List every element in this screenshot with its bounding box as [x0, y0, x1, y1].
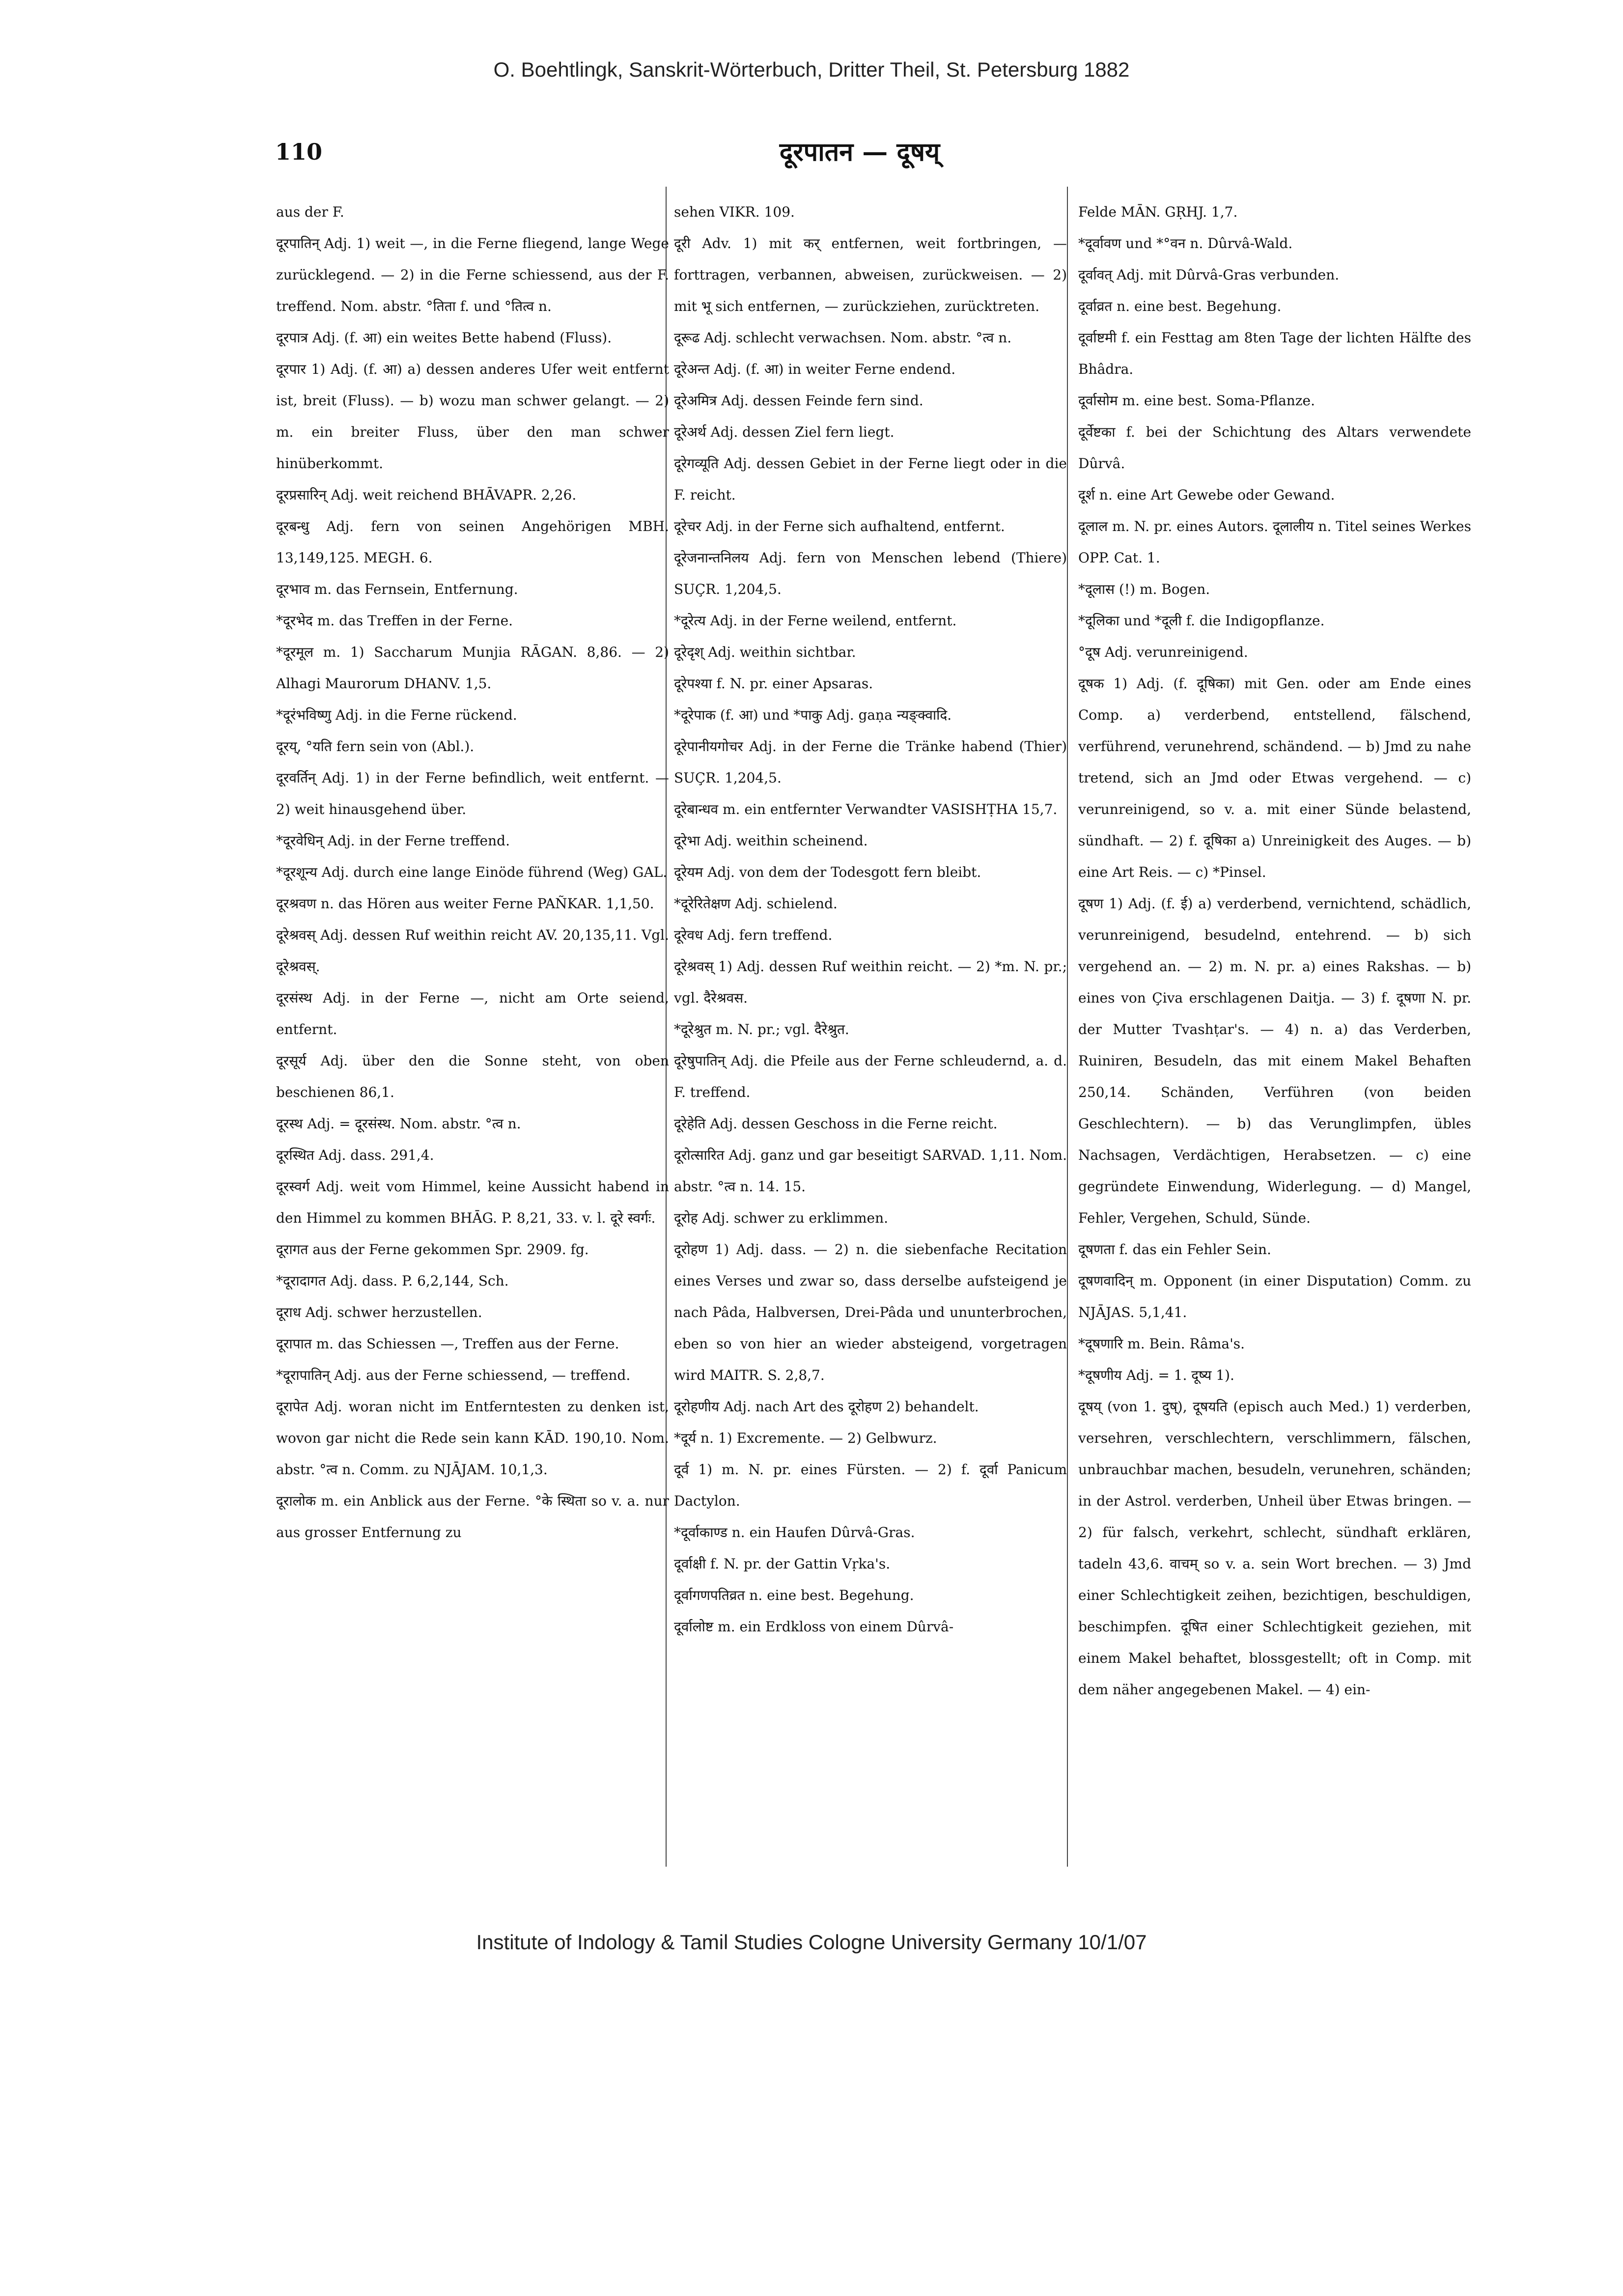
dictionary-entry: दूरस्वर्ग Adj. weit vom Himmel, keine Aussicht habend in den Himmel zu kommen BHĀG. P. 8,21, 33. v. l. दूरे स्वर्गः.: [276, 1178, 669, 1226]
page-number: 110: [275, 139, 323, 165]
dictionary-entry: दूर्व 1) m. N. pr. eines Fürsten. — 2) f. दूर्वा Panicum Dactylon.: [674, 1461, 1067, 1509]
dictionary-entry: दूर्वेष्टका f. bei der Schichtung des Altars verwendete Dûrvâ.: [1078, 424, 1471, 472]
dictionary-entry: दूषक 1) Adj. (f. दूषिका) mit Gen. oder am Ende eines Comp. a) verderbend, entstellend, fälschend, verführend, verunehrend, schändend. — b) Jmd zu nahe tretend, sich an Jmd oder Etwas vergehend. — c) verunreinigend, so v. a. mit einer Sünde belastend, sündhaft. — 2) f. दूषिका a) Unreinigkeit des Auges. — b) eine Art Reis. — c) *Pinsel.: [1078, 675, 1471, 880]
dictionary-entry: दूरेअन्त Adj. (f. आ) in weiter Ferne endend.: [674, 361, 956, 377]
dictionary-entry: दूरपातिन् Adj. 1) weit —, in die Ferne fliegend, lange Wege zurücklegend. — 2) in die Ferne schiessend, aus der F. treffend. Nom. abstr. °तिता f. und °तित्व n.: [276, 235, 669, 314]
dictionary-entry: दूरवर्तिन् Adj. 1) in der Ferne befindlich, weit entfernt. — 2) weit hinausgehend über.: [276, 770, 669, 817]
column-divider: [1067, 187, 1068, 1867]
dictionary-entry: दूर्वावत् Adj. mit Dûrvâ-Gras verbunden.: [1078, 267, 1340, 283]
dictionary-entry: aus der F.: [276, 204, 344, 220]
dictionary-entry: दूरेगव्यूति Adj. dessen Gebiet in der Ferne liegt oder in die F. reicht.: [674, 455, 1067, 503]
dictionary-entry: दूलाल m. N. pr. eines Autors. दूलालीय n. Titel seines Werkes OPP. Cat. 1.: [1078, 518, 1471, 566]
dictionary-entry: दूरूढ Adj. schlecht verwachsen. Nom. abstr. °त्व n.: [674, 330, 1012, 346]
dictionary-entry: दूरेअमित्र Adj. dessen Feinde fern sind.: [674, 392, 923, 409]
dictionary-entry: दूर्वालोष्ट m. ein Erdkloss von einem Dûrvâ-: [674, 1619, 954, 1635]
dictionary-entry: दूषणवादिन् m. Opponent (in einer Disputation) Comm. zu NJĀJAS. 5,1,41.: [1078, 1273, 1471, 1320]
top-caption: O. Boehtlingk, Sanskrit-Wörterbuch, Dritter Theil, St. Petersburg 1882: [493, 58, 1130, 81]
dictionary-entry: *दूषणीय Adj. = 1. दूष्य 1).: [1078, 1367, 1234, 1383]
dictionary-entry: दूरेपानीयगोचर Adj. in der Ferne die Tränke habend (Thier) SUÇR. 1,204,5.: [674, 738, 1067, 786]
dictionary-entry: दूरस्थित Adj. dass. 291,4.: [276, 1147, 434, 1163]
dictionary-column-1: [276, 196, 669, 1857]
dictionary-entry: दूरेजनान्तनिलय Adj. fern von Menschen lebend (Thiere) SUÇR. 1,204,5.: [674, 550, 1067, 597]
bottom-caption: Institute of Indology & Tamil Studies Cologne University Germany 10/1/07: [476, 1931, 1147, 1954]
dictionary-entry: दूर्वाक्षी f. N. pr. der Gattin Vṛka's.: [674, 1556, 891, 1572]
dictionary-entry: *दूलिका und *दूली f. die Indigopflanze.: [1078, 613, 1325, 629]
dictionary-entry: *दूरादागत Adj. dass. P. 6,2,144, Sch.: [276, 1273, 509, 1289]
dictionary-entry: दूर्श n. eine Art Gewebe oder Gewand.: [1078, 487, 1335, 503]
dictionary-entry: °दूष Adj. verunreinigend.: [1078, 644, 1248, 660]
dictionary-entry: दूरसूर्य Adj. über den die Sonne steht, von oben beschienen 86,1.: [276, 1053, 669, 1100]
dictionary-entry: *दूरेरितेक्षण Adj. schielend.: [674, 896, 838, 912]
dictionary-entry: दूरोह Adj. schwer zu erklimmen.: [674, 1210, 888, 1226]
dictionary-entry: दूरापेत Adj. woran nicht im Entferntesten zu denken ist, wovon gar nicht die Rede sein kann KĀD. 190,10. Nom. abstr. °त्व n. Comm. zu NJĀJAM. 10,1,3.: [276, 1399, 669, 1478]
dictionary-entry: दूरपात्र Adj. (f. आ) ein weites Bette habend (Fluss).: [276, 330, 612, 346]
dictionary-entry: *दूरेश्रुत m. N. pr.; vgl. दैरेश्रुत.: [674, 1021, 849, 1037]
dictionary-entry: *दूरवेधिन् Adj. in der Ferne treffend.: [276, 833, 510, 849]
dictionary-entry: दूर्वागणपतिव्रत n. eine best. Begehung.: [674, 1587, 914, 1603]
dictionary-entry: दूरेश्रवस् 1) Adj. dessen Ruf weithin reicht. — 2) *m. N. pr.; vgl. दैरेश्रवस.: [674, 958, 1067, 1006]
dictionary-entry: दूषण 1) Adj. (f. ई) a) verderbend, vernichtend, schädlich, verunreinigend, besudelnd, entehrend. — b) sich vergehend an. — 2) m. N. pr. a) eines Rakshas. — b) eines von Çiva erschlagenen Daitja. — 3) f. दूषणा N. pr. der Mutter Tvashṭar's. — 4) n. a) das Verderben, Ruiniren, Besudeln, das mit einem Makel Behaften 250,14. Schänden, Verführen (von beiden Geschlechtern). — b) das Verunglimpfen, übles Nachsagen, Verdächtigen, Herabsetzen. — c) eine gegründete Einwendung, Widerlegung. — d) Mangel, Fehler, Vergehen, Schuld, Sünde.: [1078, 896, 1471, 1226]
dictionary-column-2: [674, 196, 1067, 1857]
dictionary-entry: *दूर्य n. 1) Excremente. — 2) Gelbwurz.: [674, 1430, 937, 1446]
dictionary-entry: *दूरेत्य Adj. in der Ferne weilend, entfernt.: [674, 613, 957, 629]
dictionary-entry: दूरेषुपातिन् Adj. die Pfeile aus der Ferne schleudernd, a. d. F. treffend.: [674, 1053, 1067, 1100]
dictionary-entry: दूषणता f. das ein Fehler Sein.: [1078, 1241, 1271, 1258]
dictionary-column-3: [1078, 196, 1471, 1857]
dictionary-entry: दूरेभा Adj. weithin scheinend.: [674, 833, 868, 849]
dictionary-entry: दूरापात m. das Schiessen —, Treffen aus der Ferne.: [276, 1336, 619, 1352]
dictionary-entry: दूरेपश्या f. N. pr. einer Apsaras.: [674, 675, 873, 692]
dictionary-entry: दूरालोक m. ein Anblick aus der Ferne. °के स्थिता so v. a. nur aus grosser Entfernung zu: [276, 1493, 669, 1540]
dictionary-entry: दूरेश्रवस् Adj. dessen Ruf weithin reicht AV. 20,135,11. Vgl. दूरेश्रवस्.: [276, 927, 669, 975]
dictionary-entry: दूरेहेति Adj. dessen Geschoss in die Ferne reicht.: [674, 1116, 998, 1132]
dictionary-entry: दूरेवध Adj. fern treffend.: [674, 927, 833, 943]
dictionary-entry: दूरेदृश् Adj. weithin sichtbar.: [674, 644, 856, 660]
dictionary-entry: sehen VIKR. 109.: [674, 204, 795, 220]
dictionary-entry: *दूर्वावण und *°वन n. Dûrvâ-Wald.: [1078, 235, 1293, 252]
dictionary-entry: दूरस्थ Adj. = दूरसंस्थ. Nom. abstr. °त्व n.: [276, 1116, 521, 1132]
dictionary-entry: दूरोहण 1) Adj. dass. — 2) n. die siebenfache Recitation eines Verses und zwar so, dass derselbe aufsteigend je nach Pâda, Halbversen, Drei-Pâda und ununterbrochen, eben so von hier an wieder absteigend, vorgetragen wird MAITR. S. 2,8,7.: [674, 1241, 1067, 1383]
dictionary-entry: दूरप्रसारिन् Adj. weit reichend BHĀVAPR. 2,26.: [276, 487, 577, 503]
dictionary-entry: दूरसंस्थ Adj. in der Ferne —, nicht am Orte seiend, entfernt.: [276, 990, 669, 1037]
dictionary-entry: दूरेचर Adj. in der Ferne sich aufhaltend, entfernt.: [674, 518, 1005, 534]
dictionary-entry: दूर्वासोम m. eine best. Soma-Pflanze.: [1078, 392, 1315, 409]
dictionary-entry: दूर्वाष्टमी f. ein Festtag am 8ten Tage der lichten Hälfte des Bhâdra.: [1078, 330, 1471, 377]
dictionary-entry: दूरी Adv. 1) mit कर् entfernen, weit fortbringen, — forttragen, verbannen, abweisen, zurückweisen. — 2) mit भू sich entfernen, — zurückziehen, zurücktreten.: [674, 235, 1067, 314]
dictionary-entry: दूरोहणीय Adj. nach Art des दूरोहण 2) behandelt.: [674, 1399, 979, 1415]
dictionary-entry: *दूरंभविष्णु Adj. in die Ferne rückend.: [276, 707, 517, 723]
dictionary-entry: दूरभाव m. das Fernsein, Entfernung.: [276, 581, 518, 597]
running-head: दूरपातन — दूषय्: [779, 137, 940, 167]
dictionary-entry: दूरेयम Adj. von dem der Todesgott fern bleibt.: [674, 864, 981, 880]
dictionary-entry: *दूरशून्य Adj. durch eine lange Einöde führend (Weg) GAL.: [276, 864, 668, 880]
dictionary-entry: दूर्वाव्रत n. eine best. Begehung.: [1078, 298, 1282, 314]
dictionary-entry: दूरोत्सारित Adj. ganz und gar beseitigt SARVAD. 1,11. Nom. abstr. °त्व n. 14. 15.: [674, 1147, 1067, 1195]
dictionary-entry: *दूर्वाकाण्ड n. ein Haufen Dûrvâ-Gras.: [674, 1524, 915, 1540]
dictionary-entry: *दूरेपाक (f. आ) und *पाकु Adj. gaṇa न्यङ्क्वादि.: [674, 707, 952, 723]
dictionary-entry: *दूरभेद m. das Treffen in der Ferne.: [276, 613, 513, 629]
dictionary-entry: दूरागत aus der Ferne gekommen Spr. 2909. fg.: [276, 1241, 589, 1258]
dictionary-entry: दूरबन्धु Adj. fern von seinen Angehörigen MBH. 13,149,125. MEGH. 6.: [276, 518, 669, 566]
dictionary-entry: Felde MĀN. GṚHJ. 1,7.: [1078, 204, 1238, 220]
dictionary-entry: दूरश्रवण n. das Hören aus weiter Ferne PAÑKAR. 1,1,50.: [276, 896, 654, 912]
dictionary-entry: *दूलास (!) m. Bogen.: [1078, 581, 1210, 597]
dictionary-entry: दूषय् (von 1. दुष्), दूषयति (episch auch Med.) 1) verderben, versehren, verschlechtern, verschlimmern, fälschen, unbrauchbar machen, besudeln, verunehren, schänden; in der Astrol. verderben, Unheil über Etwas bringen. — 2) für falsch, verkehrt, schlecht, sündhaft erklären, tadeln 43,6. वाचम् so v. a. sein Wort brechen. — 3) Jmd einer Schlechtigkeit zeihen, bezichtigen, beschuldigen, beschimpfen. दूषित einer Schlechtigkeit geziehen, mit einem Makel behaftet, blossgestellt; oft in Comp. mit dem näher angegebenen Makel. — 4) ein-: [1078, 1399, 1471, 1698]
dictionary-entry: दूरेबान्धव m. ein entfernter Verwandter VASISHṬHA 15,7.: [674, 801, 1058, 817]
dictionary-entry: *दूरमूल m. 1) Saccharum Munjia RĀGAN. 8,86. — 2) Alhagi Maurorum DHANV. 1,5.: [276, 644, 669, 692]
dictionary-entry: दूरेअर्थ Adj. dessen Ziel fern liegt.: [674, 424, 895, 440]
dictionary-entry: *दूरापातिन् Adj. aus der Ferne schiessend, — treffend.: [276, 1367, 631, 1383]
dictionary-entry: दूराध Adj. schwer herzustellen.: [276, 1304, 482, 1320]
dictionary-entry: *दूषणारि m. Bein. Râma's.: [1078, 1336, 1245, 1352]
dictionary-entry: दूरपार 1) Adj. (f. आ) a) dessen anderes Ufer weit entfernt ist, breit (Fluss). — b) wozu man schwer gelangt. — 2) m. ein breiter Fluss, über den man schwer hinüberkommt.: [276, 361, 669, 472]
dictionary-entry: दूरय्, °यति fern sein von (Abl.).: [276, 738, 475, 755]
